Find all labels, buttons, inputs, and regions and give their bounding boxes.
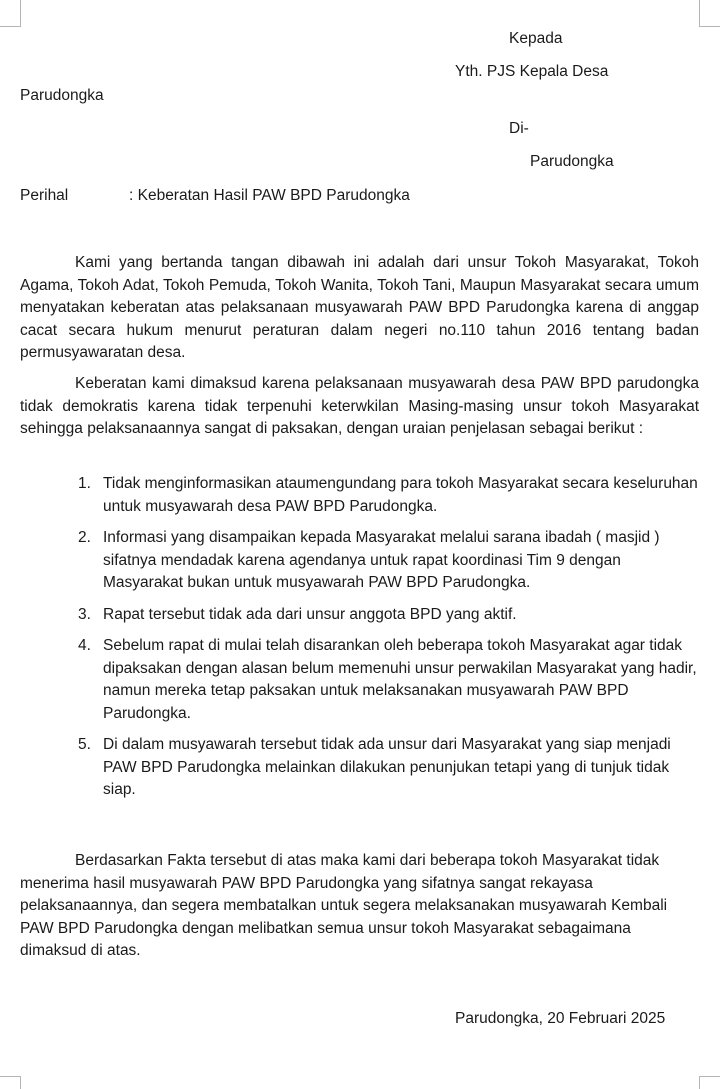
subject-label: Perihal <box>20 187 69 204</box>
recipient-title: Yth. PJS Kepala Desa <box>455 63 609 80</box>
di-text: Di- <box>509 120 529 137</box>
subject-value: : Keberatan Hasil PAW BPD Parudongka <box>129 187 410 204</box>
list-item-text: Tidak menginformasikan ataumengundang para tokoh Masyarakat secara keseluruhan untuk musyawarah desa PAW BPD Parudongka. <box>103 475 698 515</box>
recipient-village: Parudongka <box>20 87 104 104</box>
crop-mark-top-left <box>0 0 21 27</box>
recipient-place: Parudongka <box>530 153 614 170</box>
list-item-number: 2. <box>78 529 91 546</box>
list-item-number: 3. <box>78 605 91 623</box>
list-item <box>78 604 700 627</box>
crop-mark-top-right <box>699 0 720 27</box>
list-item-text: Sebelum rapat di mulai telah disarankan oleh beberapa tokoh Masyarakat agar tidak dipaksakan dengan alasan belum memenuhi unsur perwakilan Masyarakat yang hadir, namun mereka tetap paksakan untuk melaksanakan musyawarah PAW BPD Parudongka. <box>103 637 697 722</box>
kepada-text: Kepada <box>509 30 563 47</box>
place-date: Parudongka, 20 Februari 2025 <box>455 1010 666 1027</box>
list-item <box>78 473 700 518</box>
list-item-text: Informasi yang disampaikan kepada Masyarakat melalui sarana ibadah ( masjid ) sifatnya mendadak karena agendanya untuk rapat koordinasi Tim 9 dengan Masyarakat bukan untuk musyawarah PAW BPD Parudongka. <box>103 529 660 591</box>
paragraph-1: Kami yang bertanda tangan dibawah ini adalah dari unsur Tokoh Masyarakat, Tokoh Agama, Tokoh Adat, Tokoh Pemuda, Tokoh Wanita, Tokoh Tani, Maupun Masyarakat secara umum menyatakan keberatan atas pelaksanaan musyawarah PAW BPD Parudongka karena di anggap cacat secara hukum menurut peraturan dalam negeri no.110 tahun 2016 tentang badan permusyawaratan desa. <box>20 254 699 361</box>
list-item <box>78 635 700 725</box>
crop-mark-bottom-right <box>699 1076 720 1089</box>
list-item <box>78 527 700 595</box>
list-item-number: 4. <box>78 637 91 654</box>
list-item-number: 5. <box>78 736 91 753</box>
list-item-number: 1. <box>78 475 91 492</box>
list-item <box>78 734 700 802</box>
paragraph-2: Keberatan kami dimaksud karena pelaksanaan musyawarah desa PAW BPD parudongka tidak demokratis karena tidak terpenuhi keterwkilan Masing-masing unsur tokoh Masyarakat sehingga pelaksanaannya sangat di paksakan, dengan uraian penjelasan sebagai berikut : <box>20 375 699 437</box>
list-item-text: Rapat tersebut tidak ada dari unsur anggota BPD yang aktif. <box>103 605 517 623</box>
crop-mark-bottom-left <box>0 1076 21 1089</box>
objection-list <box>78 473 700 811</box>
list-item-text: Di dalam musyawarah tersebut tidak ada unsur dari Masyarakat yang siap menjadi PAW BPD Parudongka melainkan dilakukan penunjukan tetapi yang di tunjuk tidak siap. <box>103 736 671 798</box>
paragraph-3: Berdasarkan Fakta tersebut di atas maka kami dari beberapa tokoh Masyarakat tidak menerima hasil musyawarah PAW BPD Parudongka yang sifatnya sangat rekayasa pelaksanaannya, dan segera membatalkan untuk segera melaksanakan musyawarah Kembali PAW BPD Parudongka dengan melibatkan semua unsur tokoh Masyarakat sebagaimana dimaksud di atas. <box>20 852 668 959</box>
